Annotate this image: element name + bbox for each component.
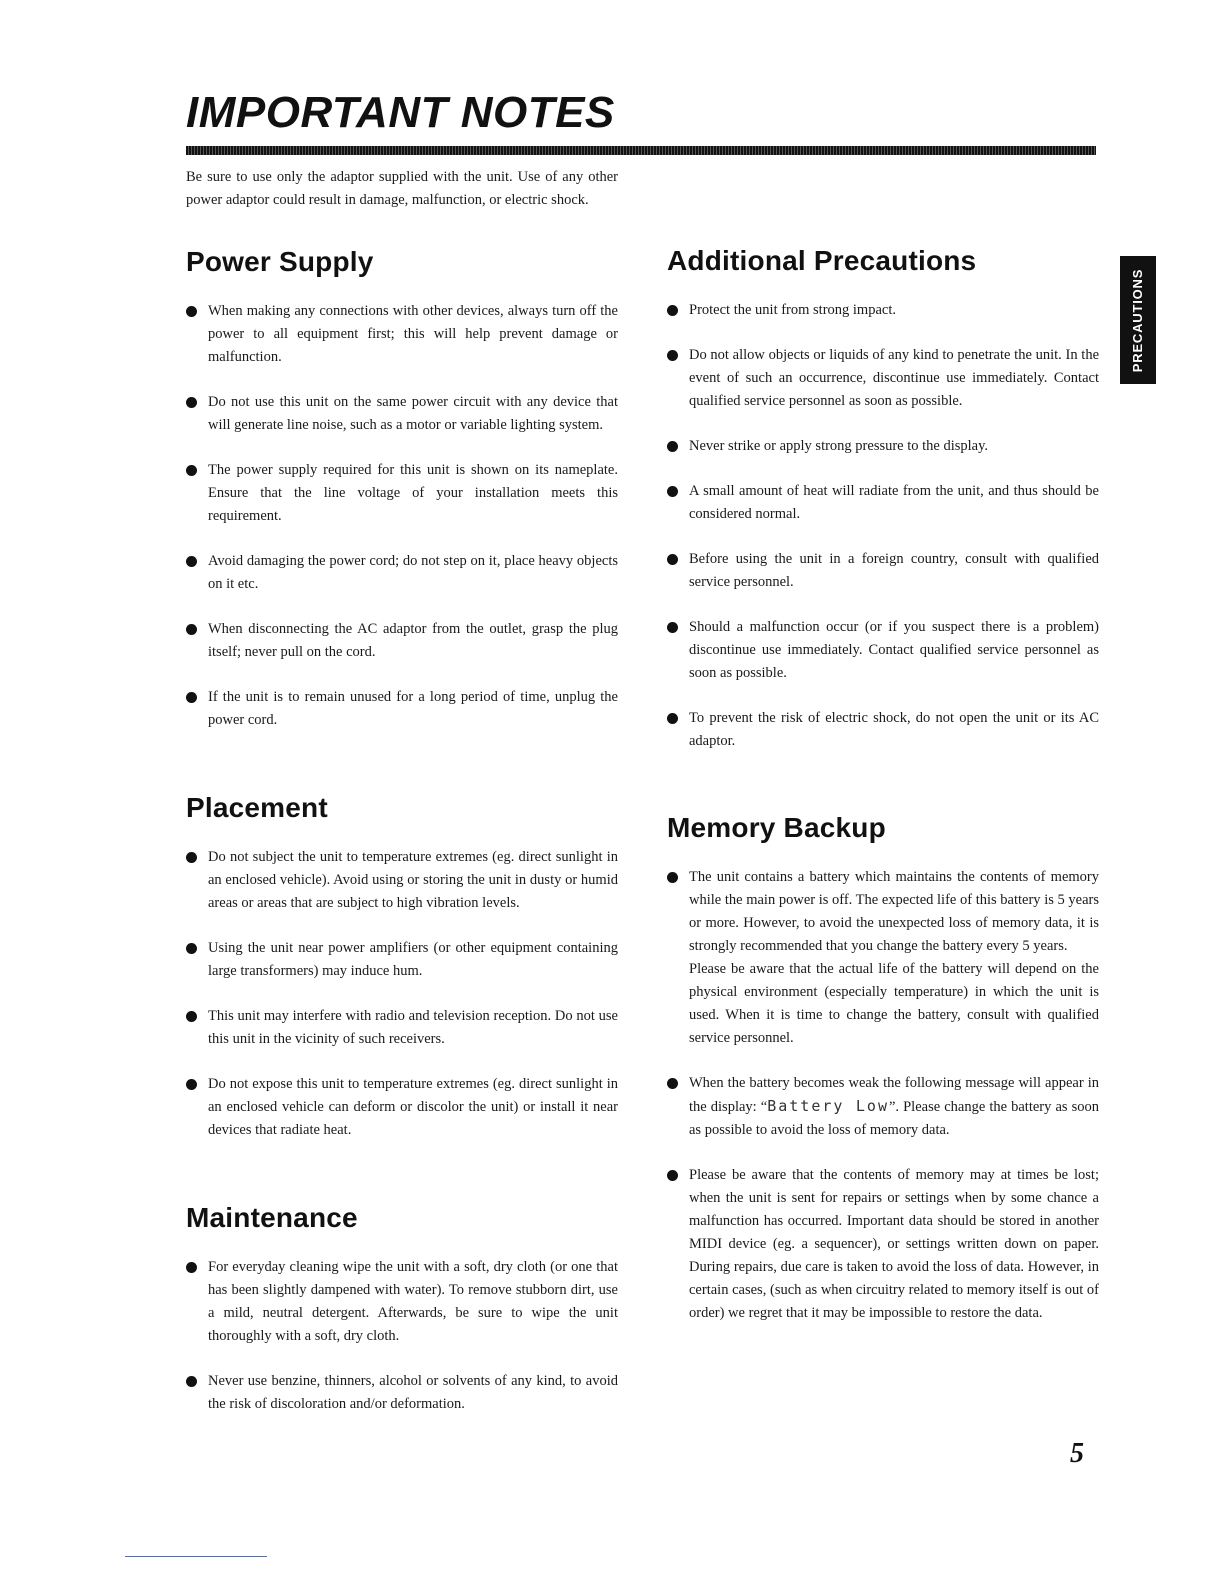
item-text-continued: Please be aware that the actual life of the battery will depend on the physical environment (especially temperature) in which the unit is used. When it is time to change the battery, consult with qualified service personnel.	[689, 961, 1099, 1046]
bullet-icon	[186, 624, 197, 635]
bullet-icon	[667, 1078, 678, 1089]
list-item	[186, 1073, 618, 1142]
bullet-icon	[667, 305, 678, 316]
power-supply-heading: Power Supply	[186, 246, 374, 277]
item-text: A small amount of heat will radiate from the unit, and thus should be considered normal.	[689, 483, 1099, 522]
page-number: 5	[1070, 1438, 1084, 1469]
placement-section	[186, 792, 618, 1164]
additional-precautions-list	[667, 299, 1099, 753]
list-item	[667, 1164, 1099, 1325]
item-text: Before using the unit in a foreign country, consult with qualified service personnel.	[689, 551, 1099, 590]
item-text: When disconnecting the AC adaptor from the outlet, grasp the plug itself; never pull on the cord.	[208, 621, 618, 660]
lcd-display-message: Battery Low	[767, 1097, 889, 1115]
list-item	[186, 1370, 618, 1416]
maintenance-list	[186, 1256, 618, 1416]
bullet-icon	[186, 306, 197, 317]
bullet-icon	[667, 350, 678, 361]
list-item	[186, 846, 618, 915]
memory-backup-list	[667, 866, 1099, 1325]
side-tab-label: PRECAUTIONS	[1130, 268, 1146, 372]
list-item	[667, 344, 1099, 413]
list-item	[186, 300, 618, 369]
list-item	[667, 299, 1099, 322]
item-text: This unit may interfere with radio and television reception. Do not use this unit in the vicinity of such receivers.	[208, 1008, 618, 1047]
item-text: If the unit is to remain unused for a long period of time, unplug the power cord.	[208, 689, 618, 728]
list-item	[667, 866, 1099, 1050]
list-item	[186, 391, 618, 437]
item-text: When the battery becomes weak the following message will appear in the display: “	[689, 1075, 1099, 1115]
bullet-icon	[186, 556, 197, 567]
precautions-side-tab	[1120, 256, 1156, 384]
placement-list	[186, 846, 618, 1142]
bullet-icon	[186, 692, 197, 703]
list-item	[186, 550, 618, 596]
item-text: Avoid damaging the power cord; do not step on it, place heavy objects on it etc.	[208, 553, 618, 592]
bullet-icon	[667, 554, 678, 565]
list-item	[186, 618, 618, 664]
bullet-icon	[667, 486, 678, 497]
power-supply-list	[186, 300, 618, 732]
page-title: IMPORTANT NOTES	[186, 88, 615, 137]
item-text: The unit contains a battery which maintains the contents of memory while the main power is off. The expected life of this battery is 5 years or more. However, to avoid the unexpected loss of memory data, it is strongly recommended that you change the battery every 5 years.	[689, 869, 1099, 954]
bullet-icon	[186, 1262, 197, 1273]
list-item	[186, 1256, 618, 1348]
bullet-icon	[667, 622, 678, 633]
item-text: Do not allow objects or liquids of any kind to penetrate the unit. In the event of such an occurrence, discontinue use immediately. Contact qualified service personnel as soon as possible.	[689, 347, 1099, 409]
item-text: Should a malfunction occur (or if you suspect there is a problem) discontinue use immediately. Contact qualified service personnel as soon as possible.	[689, 619, 1099, 681]
additional-precautions-heading: Additional Precautions	[667, 245, 977, 276]
item-text-end: ”. Please change the battery as soon as possible to avoid the loss of memory data.	[689, 1099, 1099, 1138]
additional-precautions-section	[667, 245, 1099, 775]
footer-rule	[125, 1556, 267, 1557]
maintenance-heading: Maintenance	[186, 1202, 358, 1233]
item-text: The power supply required for this unit is shown on its nameplate. Ensure that the line voltage of your installation meets this requirement.	[208, 462, 618, 524]
list-item	[667, 707, 1099, 753]
memory-backup-section	[667, 812, 1099, 1347]
item-text: Protect the unit from strong impact.	[689, 302, 896, 318]
list-item	[667, 616, 1099, 685]
item-text: To prevent the risk of electric shock, do not open the unit or its AC adaptor.	[689, 710, 1099, 749]
bullet-icon	[186, 943, 197, 954]
bullet-icon	[186, 1376, 197, 1387]
list-item	[186, 1005, 618, 1051]
list-item	[667, 480, 1099, 526]
bullet-icon	[186, 852, 197, 863]
bullet-icon	[667, 441, 678, 452]
item-text: Please be aware that the contents of memory may at times be lost; when the unit is sent for repairs or settings when by some chance a malfunction has occurred. Important data should be stored in another MIDI device (eg. a sequencer), or settings written down on paper. During repairs, due care is taken to avoid the loss of data. However, in certain cases, (such as when circuitry related to memory itself is out of order) we regret that it may be impossible to restore the data.	[689, 1167, 1099, 1321]
list-item	[186, 686, 618, 732]
placement-heading: Placement	[186, 792, 328, 823]
bullet-icon	[667, 713, 678, 724]
list-item	[667, 548, 1099, 594]
item-text: Do not subject the unit to temperature extremes (eg. direct sunlight in an enclosed vehicle). Avoid using or storing the unit in dusty or humid areas or areas that are subject to high vibration levels.	[208, 849, 618, 911]
bullet-icon	[186, 1011, 197, 1022]
bullet-icon	[186, 465, 197, 476]
bullet-icon	[186, 1079, 197, 1090]
maintenance-section	[186, 1202, 618, 1438]
bullet-icon	[667, 872, 678, 883]
item-text: Never strike or apply strong pressure to the display.	[689, 438, 989, 454]
list-item	[186, 459, 618, 528]
list-item	[667, 435, 1099, 458]
list-item	[667, 1072, 1099, 1142]
memory-backup-heading: Memory Backup	[667, 812, 886, 843]
power-supply-section	[186, 246, 618, 754]
item-text: Never use benzine, thinners, alcohol or solvents of any kind, to avoid the risk of discoloration and/or deformation.	[208, 1373, 618, 1412]
item-text: For everyday cleaning wipe the unit with a soft, dry cloth (or one that has been slightly dampened with water). To remove stubborn dirt, use a mild, neutral detergent. Afterwards, be sure to wipe the unit thoroughly with a soft, dry cloth.	[208, 1259, 618, 1344]
item-text: Do not use this unit on the same power circuit with any device that will generate line noise, such as a motor or variable lighting system.	[208, 394, 618, 433]
item-text: When making any connections with other devices, always turn off the power to all equipment first; this will help prevent damage or malfunction.	[208, 303, 618, 365]
item-text: Do not expose this unit to temperature extremes (eg. direct sunlight in an enclosed vehicle can deform or discolor the unit) or install it near devices that radiate heat.	[208, 1076, 618, 1138]
bullet-icon	[667, 1170, 678, 1181]
intro-paragraph: Be sure to use only the adaptor supplied with the unit. Use of any other power adaptor could result in damage, malfunction, or electric shock.	[186, 169, 618, 208]
title-rule	[186, 146, 1096, 155]
item-text: Using the unit near power amplifiers (or other equipment containing large transformers) may induce hum.	[208, 940, 618, 979]
list-item	[186, 937, 618, 983]
bullet-icon	[186, 397, 197, 408]
